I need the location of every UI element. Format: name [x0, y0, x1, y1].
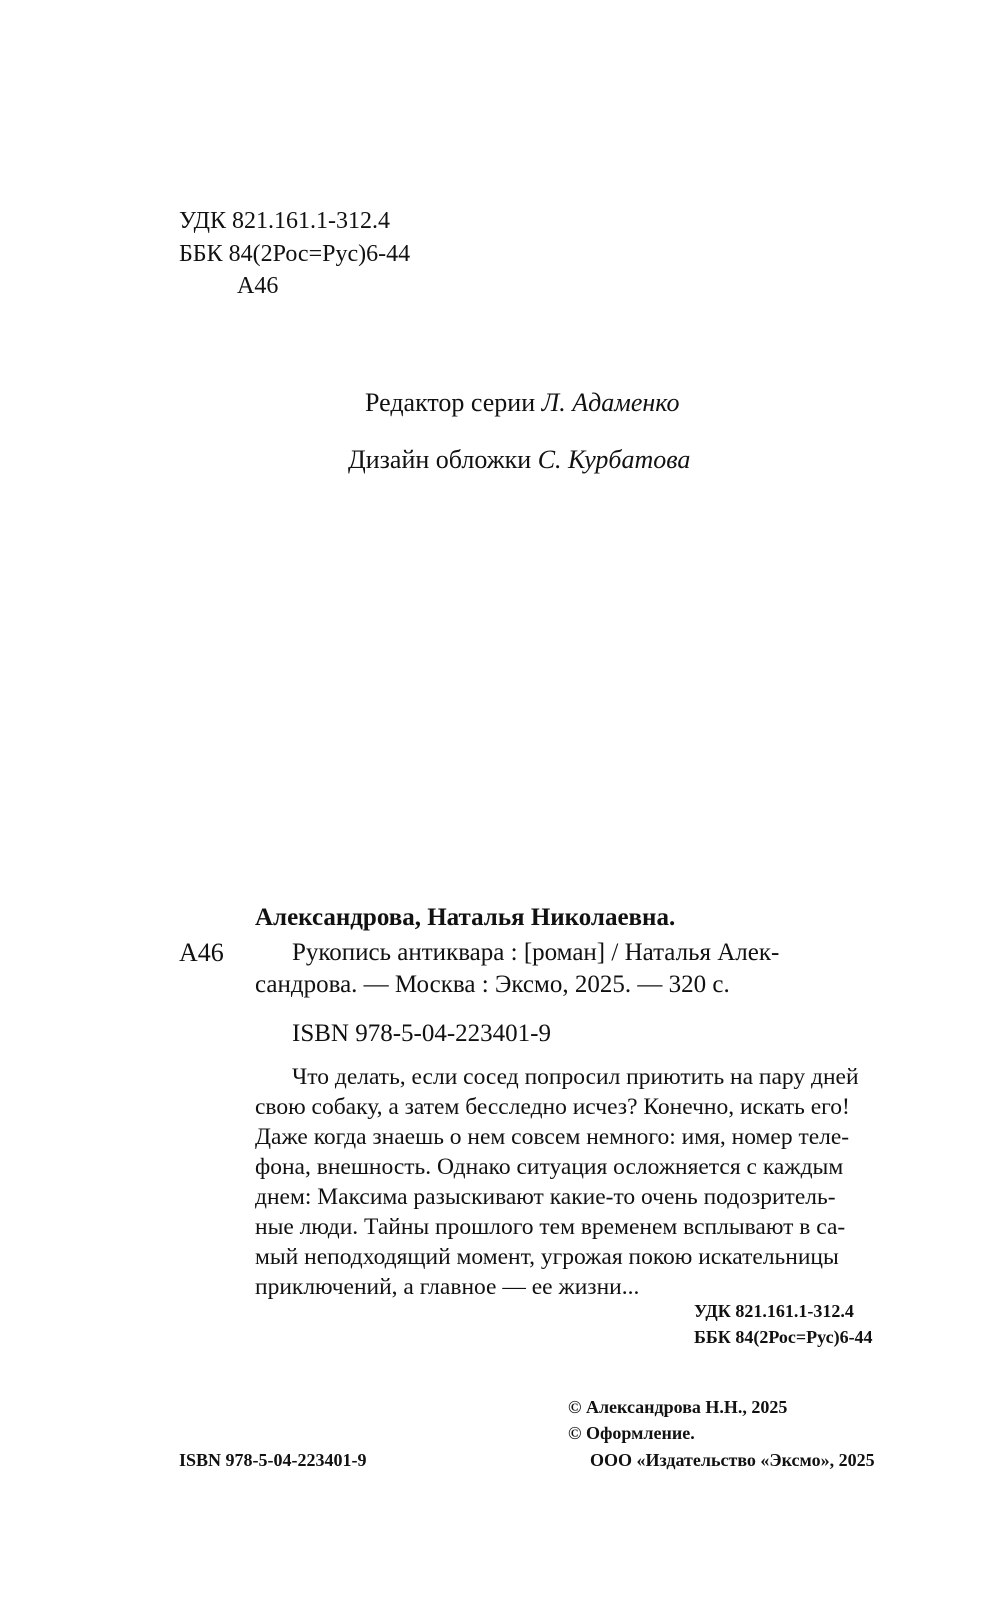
annotation-line: Что делать, если сосед попросил приютить на пару дней	[292, 1064, 859, 1090]
annotation-line: фона, внешность. Однако ситуация осложняется с каждым	[255, 1154, 844, 1180]
udk-top: УДК 821.161.1-312.4	[179, 208, 390, 234]
author-sign-card: А46	[179, 938, 224, 967]
copyright-design-line-2: ООО «Издательство «Эксмо», 2025	[590, 1450, 875, 1470]
isbn-card: ISBN 978-5-04-223401-9	[292, 1020, 552, 1047]
title-line-1: Рукопись антиквара : [роман] / Наталья Алек-	[292, 939, 780, 966]
isbn-footer: ISBN 978-5-04-223401-9	[179, 1450, 367, 1470]
series-editor-name: Л. Адаменко	[541, 388, 680, 417]
cover-design-label: Дизайн обложки	[348, 445, 532, 474]
annotation-line: приключений, а главное — ее жизни...	[255, 1274, 640, 1300]
annotation-line: днем: Максима разыскивают какие-то очень подозритель-	[255, 1184, 836, 1210]
copyright-design-line-1: © Оформление.	[568, 1423, 695, 1443]
bbk-card: ББК 84(2Рос=Рус)6-44	[694, 1327, 873, 1347]
udk-card: УДК 821.161.1-312.4	[694, 1301, 854, 1321]
cover-design-credit	[348, 445, 690, 475]
annotation-line: мый неподходящий момент, угрожая покою искательницы	[255, 1244, 839, 1270]
annotation-line: ные люди. Тайны прошлого тем временем всплывают в са-	[255, 1214, 846, 1240]
author-heading: Александрова, Наталья Николаевна.	[255, 904, 676, 931]
title-line-2: сандрова. — Москва : Эксмо, 2025. — 320 с.	[255, 971, 730, 998]
annotation-line: Даже когда знаешь о нем совсем немного: имя, номер теле-	[255, 1124, 850, 1150]
series-editor-label: Редактор серии	[365, 388, 536, 417]
annotation-line: свою собаку, а затем бесследно исчез? Конечно, искать его!	[255, 1094, 850, 1120]
series-editor-credit	[365, 388, 679, 418]
cover-design-name: С. Курбатова	[537, 445, 691, 474]
copyright-author: © Александрова Н.Н., 2025	[568, 1397, 788, 1417]
bbk-top: ББК 84(2Рос=Рус)6-44	[179, 241, 411, 267]
author-sign-top: А46	[237, 273, 279, 299]
